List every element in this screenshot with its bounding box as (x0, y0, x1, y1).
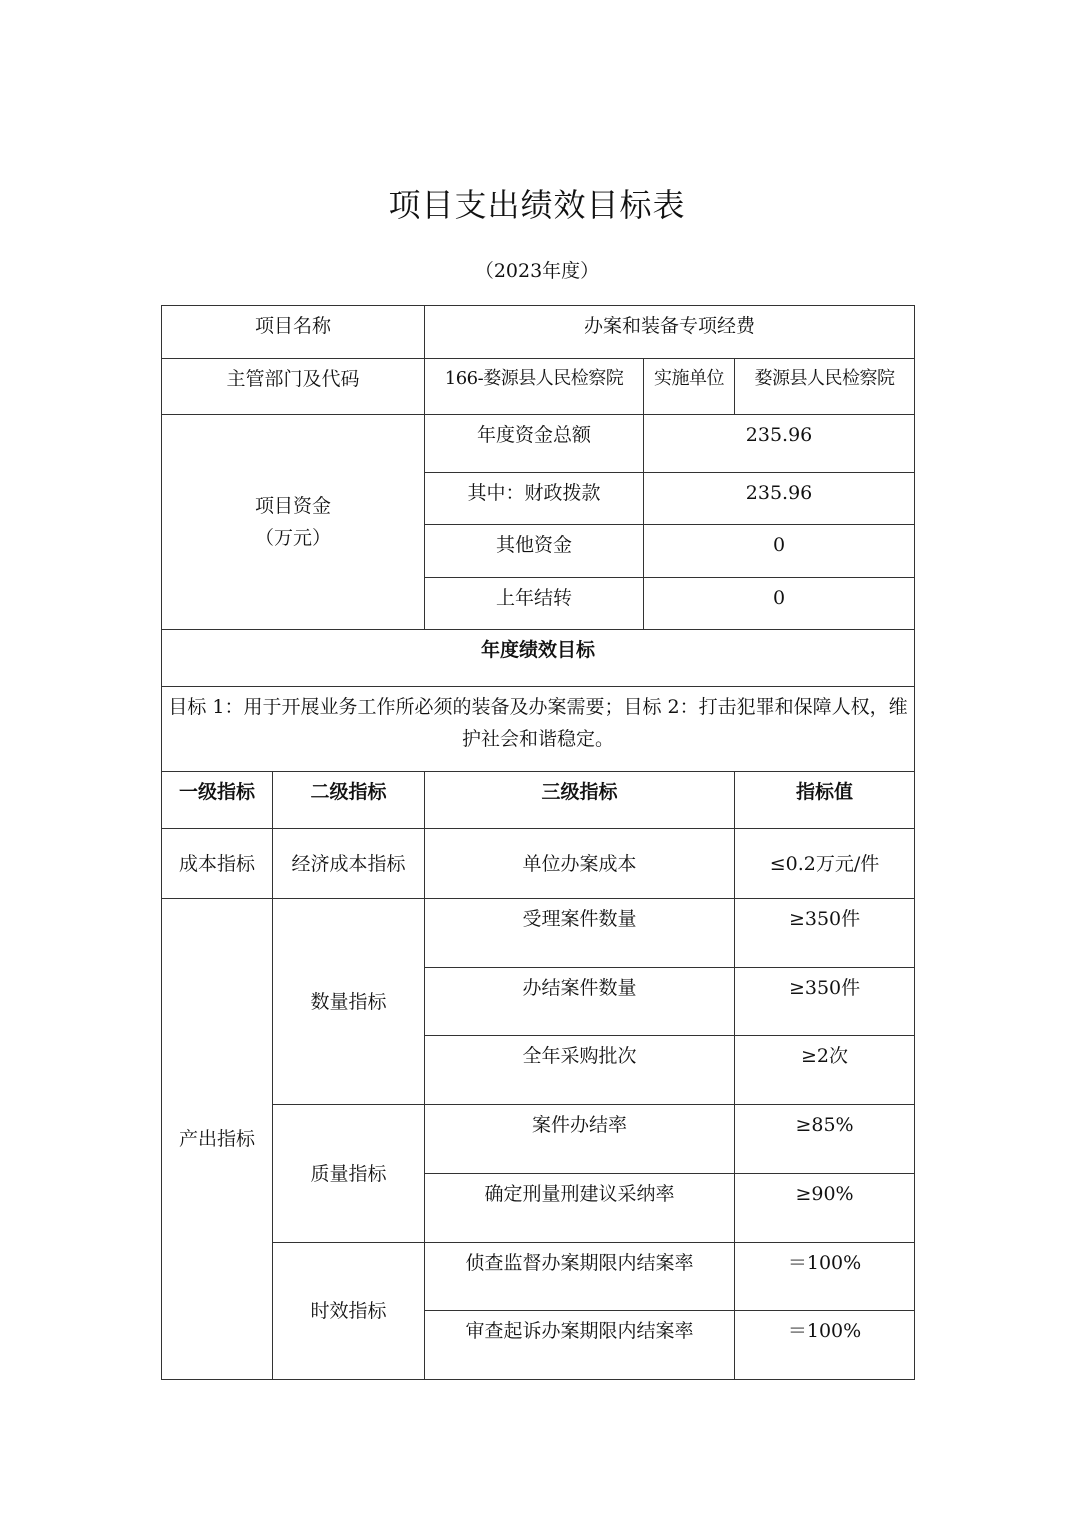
value-cell: ＝100% (735, 1311, 915, 1380)
header-level1: 一级指标 (162, 772, 273, 829)
table-row (162, 306, 915, 359)
funds-item-label: 年度资金总额 (425, 415, 644, 473)
level3-cell: 全年采购批次 (425, 1036, 735, 1105)
value-cell: ≥85% (735, 1105, 915, 1174)
header-level2: 二级指标 (273, 772, 425, 829)
page-title: 项目支出绩效目标表 (388, 186, 686, 224)
dept-value: 166-婺源县人民检察院 (425, 359, 644, 415)
value-cell: ≥350件 (735, 899, 915, 968)
cost-level2: 经济成本指标 (273, 829, 425, 899)
impl-label: 实施单位 (644, 359, 735, 415)
timeliness-level2: 时效指标 (273, 1243, 425, 1380)
funds-label-line1: 项目资金 (255, 495, 332, 517)
goals-header: 年度绩效目标 (162, 630, 915, 687)
header-level3: 三级指标 (425, 772, 735, 829)
table-row (162, 829, 915, 899)
funds-item-value: 0 (644, 525, 915, 578)
performance-table (161, 305, 915, 1380)
level3-cell: 案件办结率 (425, 1105, 735, 1174)
value-cell: ≥350件 (735, 968, 915, 1036)
year-subtitle: （2023年度） (474, 260, 600, 282)
table-row (162, 1243, 915, 1311)
table-row (162, 772, 915, 829)
value-cell: ＝100% (735, 1243, 915, 1311)
dept-label: 主管部门及代码 (162, 359, 425, 415)
level3-cell: 审查起诉办案期限内结案率 (425, 1311, 735, 1380)
cost-value: ≤0.2万元/件 (735, 829, 915, 899)
cost-level1: 成本指标 (162, 829, 273, 899)
table-row (162, 899, 915, 968)
table-row (162, 415, 915, 473)
funds-label-line2: （万元） (255, 527, 332, 549)
value-cell: ≥2次 (735, 1036, 915, 1105)
cost-level3: 单位办案成本 (425, 829, 735, 899)
funds-label (162, 415, 425, 630)
table-row (162, 630, 915, 687)
level3-cell: 侦查监督办案期限内结案率 (425, 1243, 735, 1311)
funds-item-label: 其中：财政拨款 (425, 473, 644, 525)
funds-item-value: 235.96 (644, 415, 915, 473)
level3-cell: 受理案件数量 (425, 899, 735, 968)
goals-text: 目标 1：用于开展业务工作所必须的装备及办案需要；目标 2：打击犯罪和保障人权，维护社会和谐稳定。 (162, 687, 915, 772)
quality-level2: 质量指标 (273, 1105, 425, 1243)
level3-cell: 确定刑量刑建议采纳率 (425, 1174, 735, 1243)
funds-item-label: 其他资金 (425, 525, 644, 578)
table-row (162, 359, 915, 415)
funds-item-value: 235.96 (644, 473, 915, 525)
header-value: 指标值 (735, 772, 915, 829)
level3-cell: 办结案件数量 (425, 968, 735, 1036)
value-cell: ≥90% (735, 1174, 915, 1243)
funds-item-label: 上年结转 (425, 578, 644, 630)
project-name-value: 办案和装备专项经费 (425, 306, 915, 359)
table-row (162, 687, 915, 772)
project-name-label: 项目名称 (162, 306, 425, 359)
quantity-level2: 数量指标 (273, 899, 425, 1105)
output-level1: 产出指标 (162, 899, 273, 1380)
table-row (162, 1105, 915, 1174)
impl-value: 婺源县人民检察院 (735, 359, 915, 415)
funds-item-value: 0 (644, 578, 915, 630)
